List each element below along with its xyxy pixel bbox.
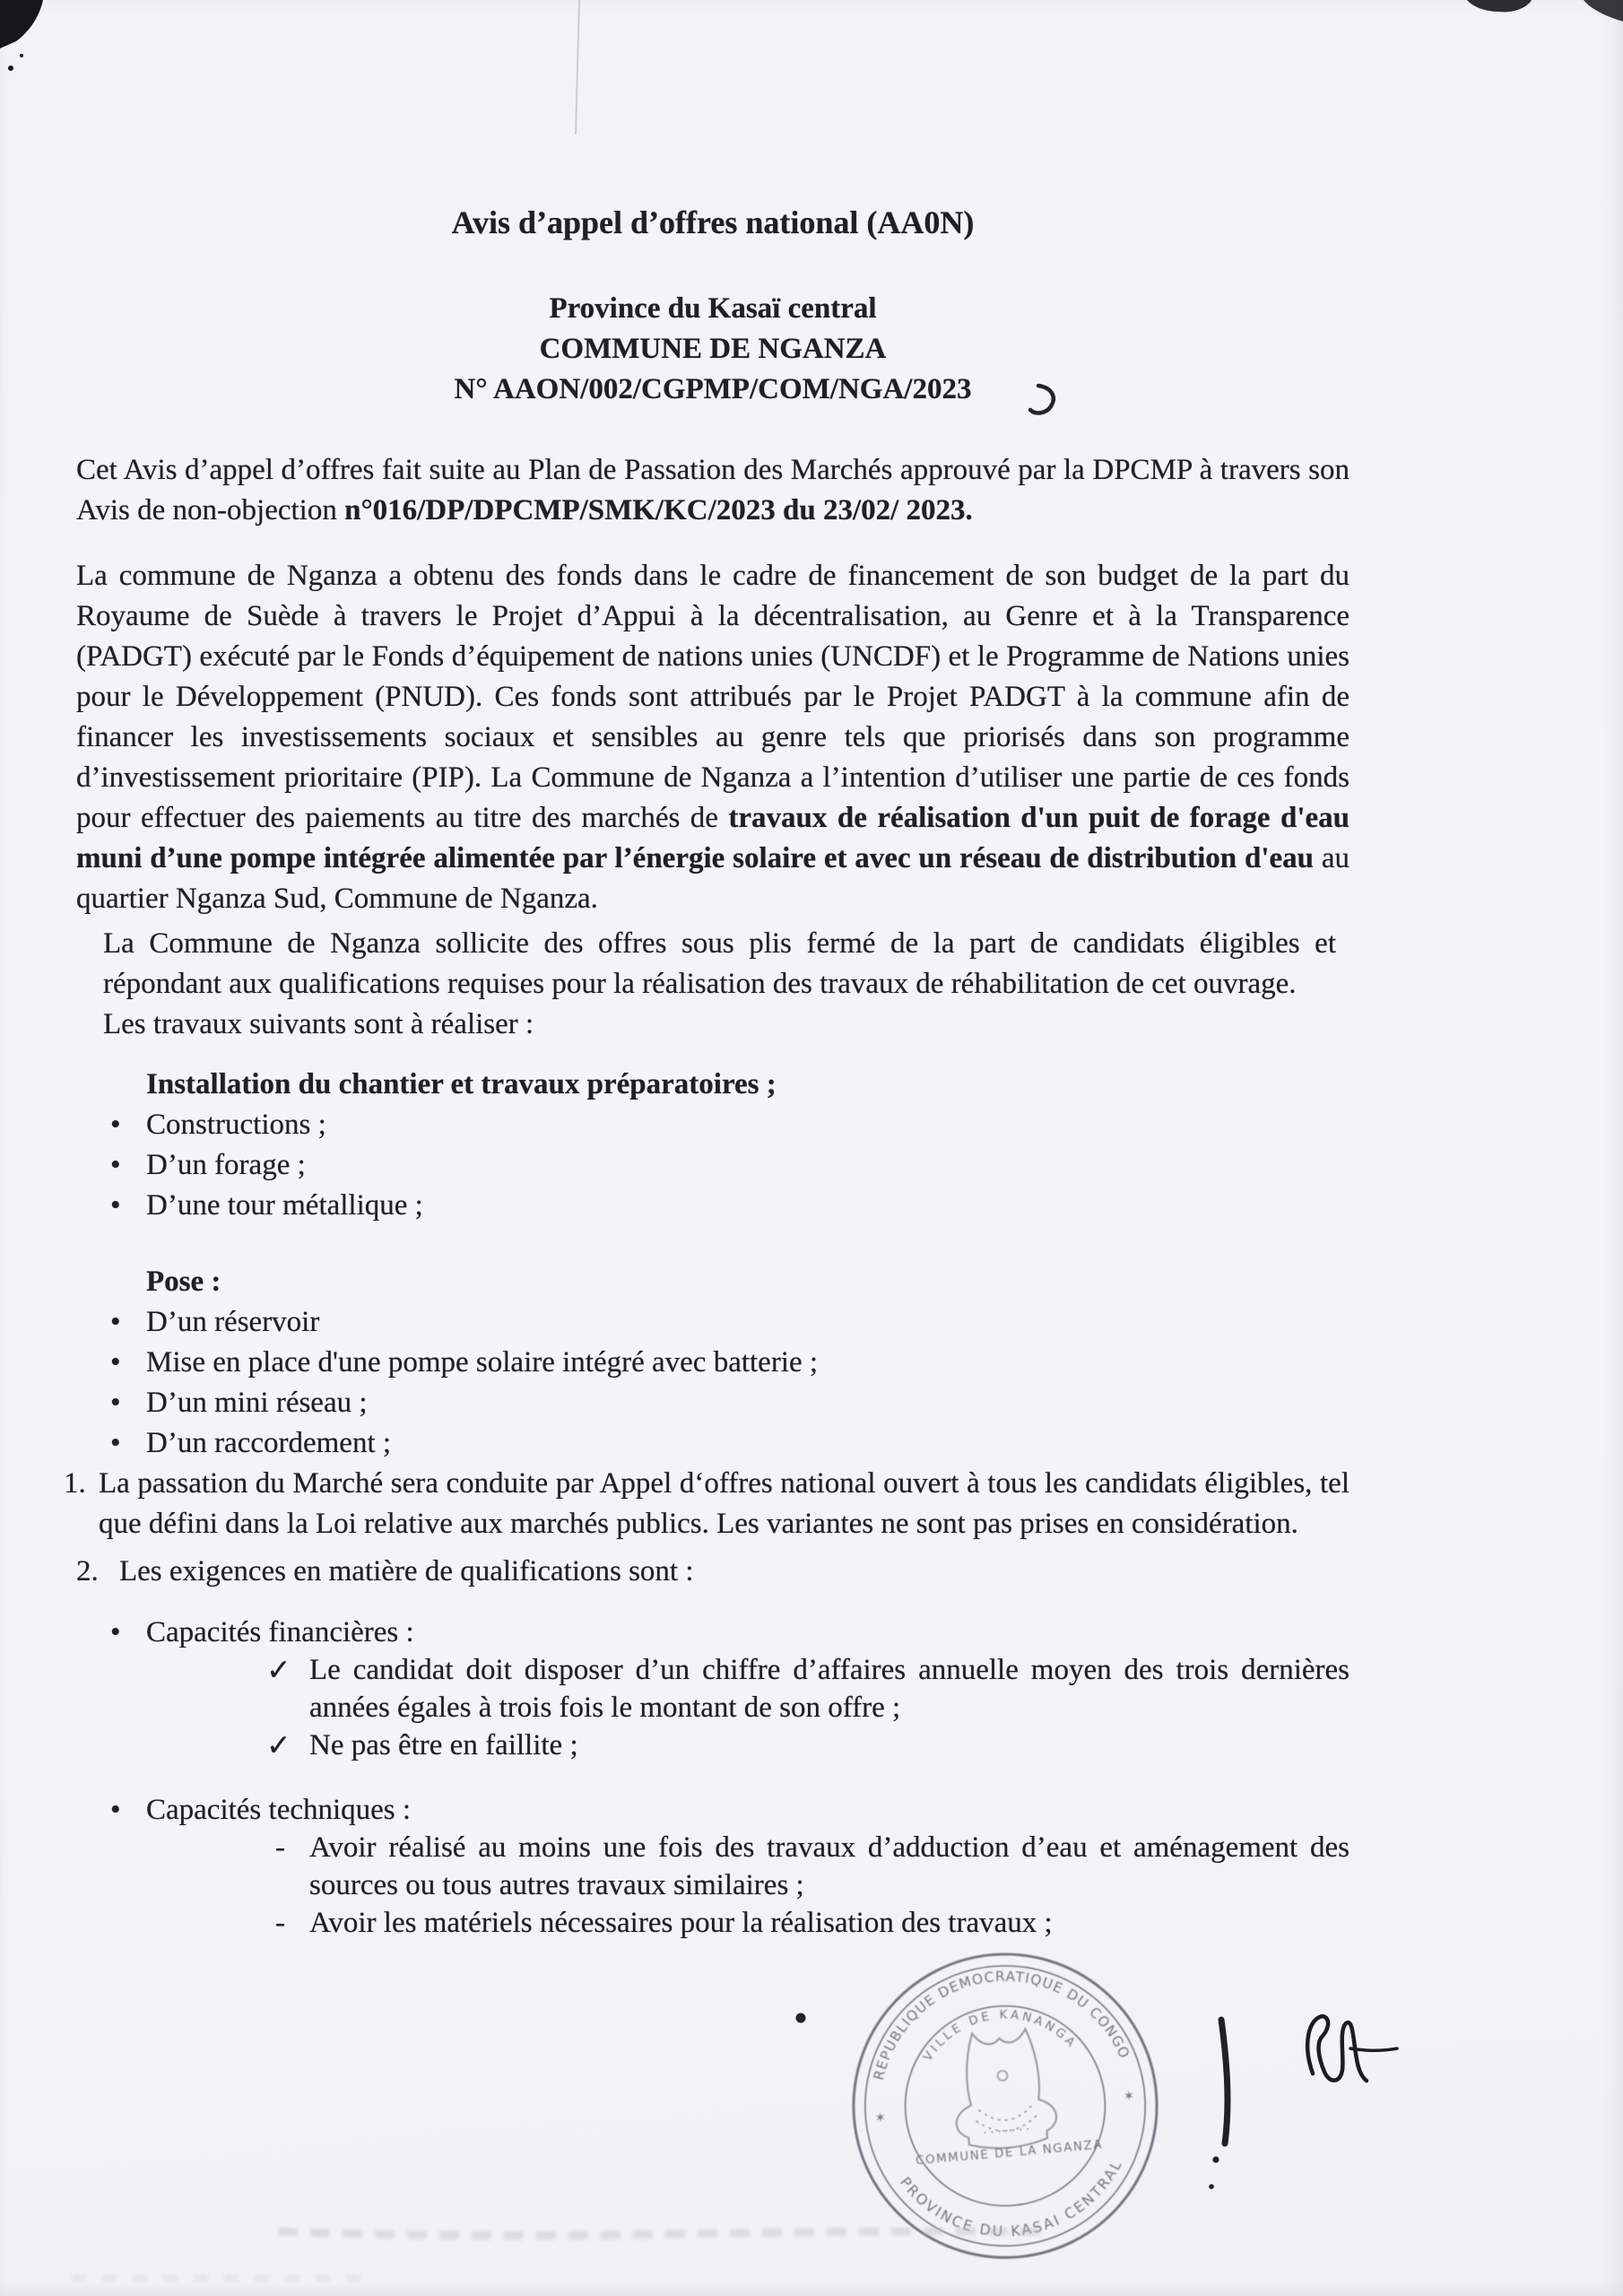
technical-requirements-list bbox=[76, 1829, 1350, 1942]
list-item bbox=[76, 1904, 1350, 1942]
list-item-text: Avoir réalisé au moins une fois des travaux d’adduction d’eau et aménagement des sources ou tous autres travaux similaires ; bbox=[309, 1831, 1350, 1901]
dash-icon: - bbox=[275, 1831, 285, 1864]
bullet-icon: • bbox=[110, 1189, 121, 1222]
stamp-inner-top-text: VILLE DE KANANGA bbox=[921, 2008, 1080, 2065]
bullet-icon: • bbox=[110, 1427, 121, 1459]
pose-works-list bbox=[76, 1302, 1350, 1464]
document-header bbox=[76, 289, 1350, 410]
item-number: 1. bbox=[64, 1467, 86, 1500]
stamp-outer-ring bbox=[845, 1944, 1166, 2267]
document-body bbox=[64, 0, 1350, 1942]
header-reference: N° AAON/002/CGPMP/COM/NGA/2023 bbox=[454, 373, 972, 405]
list-item bbox=[76, 1105, 1350, 1145]
list-item-text: D’un mini réseau ; bbox=[146, 1387, 368, 1419]
numbered-item-2 bbox=[76, 1552, 1350, 1592]
list-item-text: D’un raccordement ; bbox=[146, 1427, 392, 1459]
list-item-text: D’une tour métallique ; bbox=[146, 1189, 423, 1222]
list-item-text: Mise en place d'une pompe solaire intégré avec batterie ; bbox=[146, 1346, 819, 1378]
funding-text-2: au quartier Nganza Sud, Commune de Nganza. bbox=[76, 842, 1350, 915]
technical-capacities-label bbox=[76, 1791, 1350, 1829]
list-item-text: Le candidat doit disposer d’un chiffre d’affaires annuelle moyen des trois dernières années égales à trois fois le montant de son offre ; bbox=[309, 1654, 1350, 1724]
label-text: Capacités financières : bbox=[146, 1616, 414, 1648]
bullet-icon: • bbox=[110, 1306, 121, 1338]
check-icon: ✓ bbox=[266, 1727, 291, 1762]
works-intro: Les travaux suivants sont à réaliser : bbox=[103, 1008, 534, 1040]
list-item bbox=[76, 1302, 1350, 1343]
stamp-inner-ring bbox=[897, 1997, 1113, 2213]
list-item-text: D’un réservoir bbox=[146, 1306, 320, 1338]
list-item bbox=[76, 1343, 1350, 1383]
intro-paragraph bbox=[76, 450, 1350, 531]
list-item bbox=[76, 1726, 1350, 1764]
header-province: Province du Kasaï central bbox=[549, 292, 877, 325]
dash-icon: - bbox=[275, 1907, 285, 1939]
item-text: La passation du Marché sera conduite par Appel d‘offres national ouvert à tous les candidats éligibles, tel que défini dans la Loi relative aux marchés publics. Les variantes ne sont pas prises en considération. bbox=[99, 1467, 1350, 1540]
qualifications-section bbox=[76, 1613, 1350, 1942]
funding-works-bold: travaux de réalisation d'un puit de forage d'eau muni d’une pompe intégrée alimentée par l’énergie solaire et avec un réseau de distribution d'eau bbox=[76, 802, 1350, 874]
bullet-icon: • bbox=[110, 1149, 121, 1181]
intro-reference-bold: n°016/DP/DPCMP/SMK/KC/2023 du 23/02/ 2023. bbox=[344, 494, 973, 526]
bullet-icon: • bbox=[110, 1616, 121, 1648]
preparation-works-list bbox=[76, 1105, 1350, 1226]
stamp-star-left-icon: ✶ bbox=[873, 2109, 887, 2126]
stamp-outer-ring-inner bbox=[854, 1954, 1157, 2257]
list-item-text: Ne pas être en faillite ; bbox=[309, 1729, 578, 1761]
bullet-icon: • bbox=[110, 1346, 121, 1378]
list-item-text: Avoir les matériels nécessaires pour la réalisation des travaux ; bbox=[309, 1907, 1053, 1939]
stamp-emblem bbox=[949, 2027, 1059, 2152]
stamp-outer-bottom-text: PROVINCE DU KASAI CENTRAL bbox=[896, 2156, 1126, 2240]
bullet-icon: • bbox=[110, 1387, 121, 1419]
header-commune: COMMUNE DE NGANZA bbox=[539, 333, 887, 365]
stamp-star-right-icon: ✶ bbox=[1123, 2087, 1136, 2105]
official-stamp bbox=[845, 1944, 1166, 2267]
list-item bbox=[76, 1423, 1350, 1464]
financial-requirements-list bbox=[76, 1651, 1350, 1764]
solicitation-paragraph: La Commune de Nganza sollicite des offres sous plis fermé de la part de candidats éligibles et répondant aux qualifications requises pour la réalisation des travaux de réhabilitation de cet ouvrage. bbox=[103, 927, 1336, 1000]
bullet-icon: • bbox=[110, 1794, 121, 1826]
item-number: 2. bbox=[76, 1555, 99, 1587]
intro-text: Cet Avis d’appel d’offres fait suite au Plan de Passation des Marchés approuvé par la DPCMP à travers son Avis de non-objection bbox=[76, 454, 1350, 526]
ink-dot bbox=[796, 2013, 806, 2023]
list-item bbox=[76, 1145, 1350, 1186]
works-heading-pose: Pose : bbox=[146, 1265, 221, 1298]
bullet-icon: • bbox=[110, 1109, 121, 1141]
stamp-band-text: COMMUNE DE LA NGANZA bbox=[915, 2138, 1104, 2169]
numbered-item-1 bbox=[64, 1464, 1350, 1544]
funding-text-1: La commune de Nganza a obtenu des fonds dans le cadre de financement de son budget de la part du Royaume de Suède à travers le Projet d’Appui à la décentralisation, au Genre et à la Transparence (PADGT) exécuté par le Fonds d’équipement de nations unies (UNCDF) et le Programme de Nations unies pour le Développement (PNUD). Ces fonds sont attribués par le Projet PADGT à la commune afin de financer les investissements sociaux et sensibles au genre tels que priorisés dans son programme d’investissement prioritaire (PIP). La Commune de Nganza a l’intention d’utiliser une partie de ces fonds pour effectuer des paiements au titre des marchés de bbox=[76, 560, 1350, 834]
list-item-text: Constructions ; bbox=[146, 1109, 326, 1141]
list-item bbox=[76, 1651, 1350, 1726]
stamp-outer-top-text: REPUBLIQUE DEMOCRATIQUE DU CONGO bbox=[870, 1968, 1133, 2083]
list-item-text: D’un forage ; bbox=[146, 1149, 306, 1181]
works-heading-preparation: Installation du chantier et travaux préparatoires ; bbox=[146, 1068, 777, 1100]
list-item bbox=[76, 1829, 1350, 1904]
item-text: Les exigences en matière de qualifications sont : bbox=[119, 1555, 694, 1587]
list-item bbox=[76, 1383, 1350, 1423]
label-text: Capacités techniques : bbox=[146, 1794, 412, 1826]
financial-capacities-label bbox=[76, 1613, 1350, 1651]
document-title: Avis d’appel d’offres national (AA0N) bbox=[451, 204, 975, 240]
funding-paragraph bbox=[76, 556, 1350, 919]
check-icon: ✓ bbox=[266, 1652, 291, 1687]
list-item bbox=[76, 1186, 1350, 1226]
signature-ink bbox=[1209, 2016, 1397, 2189]
